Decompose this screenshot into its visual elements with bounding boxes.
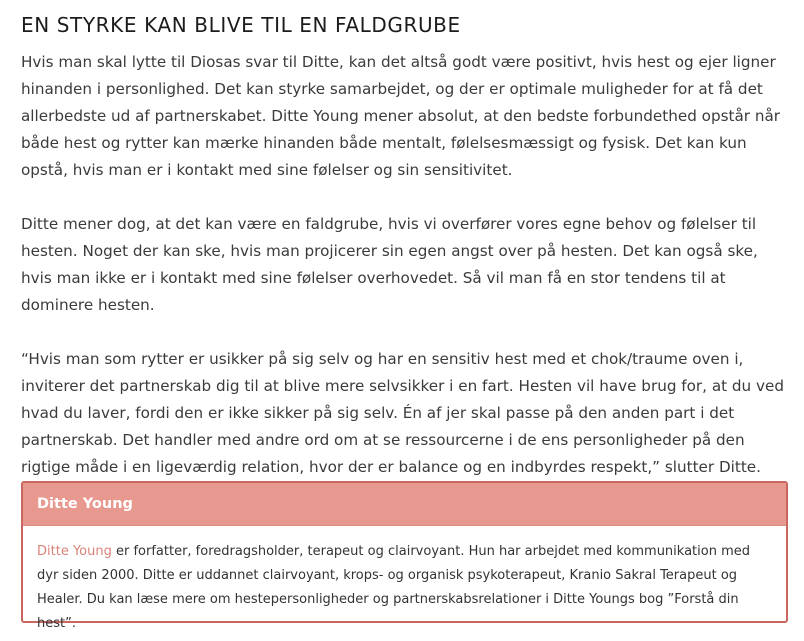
author-profile-link[interactable]: Ditte Young bbox=[37, 544, 112, 559]
article bbox=[21, 12, 793, 481]
author-info-box bbox=[21, 481, 788, 631]
author-box-title: Ditte Young bbox=[23, 483, 786, 526]
section-heading: EN STYRKE KAN BLIVE TIL EN FALDGRUBE bbox=[21, 13, 461, 37]
paragraph-3-quote: “Hvis man som rytter er usikker på sig selv og har en sensitiv hest med et chok/traume oven i, inviterer det partnerskab dig til at blive mere selvsikker i en fart. Hesten vil have brug for, at du ved hvad du laver, fordi den er ikke sikker på sig selv. Én af jer skal passe på den anden part i det partnerskab. Det handler med andre ord om at se ressourcerne i de ens personligheder på den rigtige måde i en ligeværdig relation, hvor der er balance og en indbyrdes respekt,” slutter Ditte. bbox=[21, 350, 784, 476]
paragraph-1: Hvis man skal lytte til Diosas svar til Ditte, kan det altså godt være positivt, hvis hest og ejer ligner hinanden i personlighed. Det kan styrke samarbejdet, og der er optimale muligheder for at få det allerbedste ud af partnerskabet. Ditte Young mener absolut, at den bedste forbundethed opstår når både hest og rytter kan mærke hinanden både mentalt, følelsesmæssigt og fysisk. Det kan kun opstå, hvis man er i kontakt med sine følelser og sin sensitivitet. bbox=[21, 53, 781, 179]
author-bio-text: er forfatter, foredragsholder, terapeut og clairvoyant. Hun har arbejdet med kommunikation med dyr siden 2000. Ditte er uddannet clairvoyant, krops- og organisk psykoterapeut, Kranio Sakral Terapeut og Healer. Du kan læse mere om hestepersonligheder og partnerskabsrelationer i Ditte Youngs bog ”Forstå din hest”. bbox=[37, 544, 750, 631]
paragraph-2: Ditte mener dog, at det kan være en faldgrube, hvis vi overfører vores egne behov og følelser til hesten. Noget der kan ske, hvis man projicerer sin egen angst over på hesten. Det kan også ske, hvis man ikke er i kontakt med sine følelser overhovedet. Så vil man få en stor tendens til at dominere hesten. bbox=[21, 215, 758, 314]
author-box-body bbox=[23, 526, 786, 636]
